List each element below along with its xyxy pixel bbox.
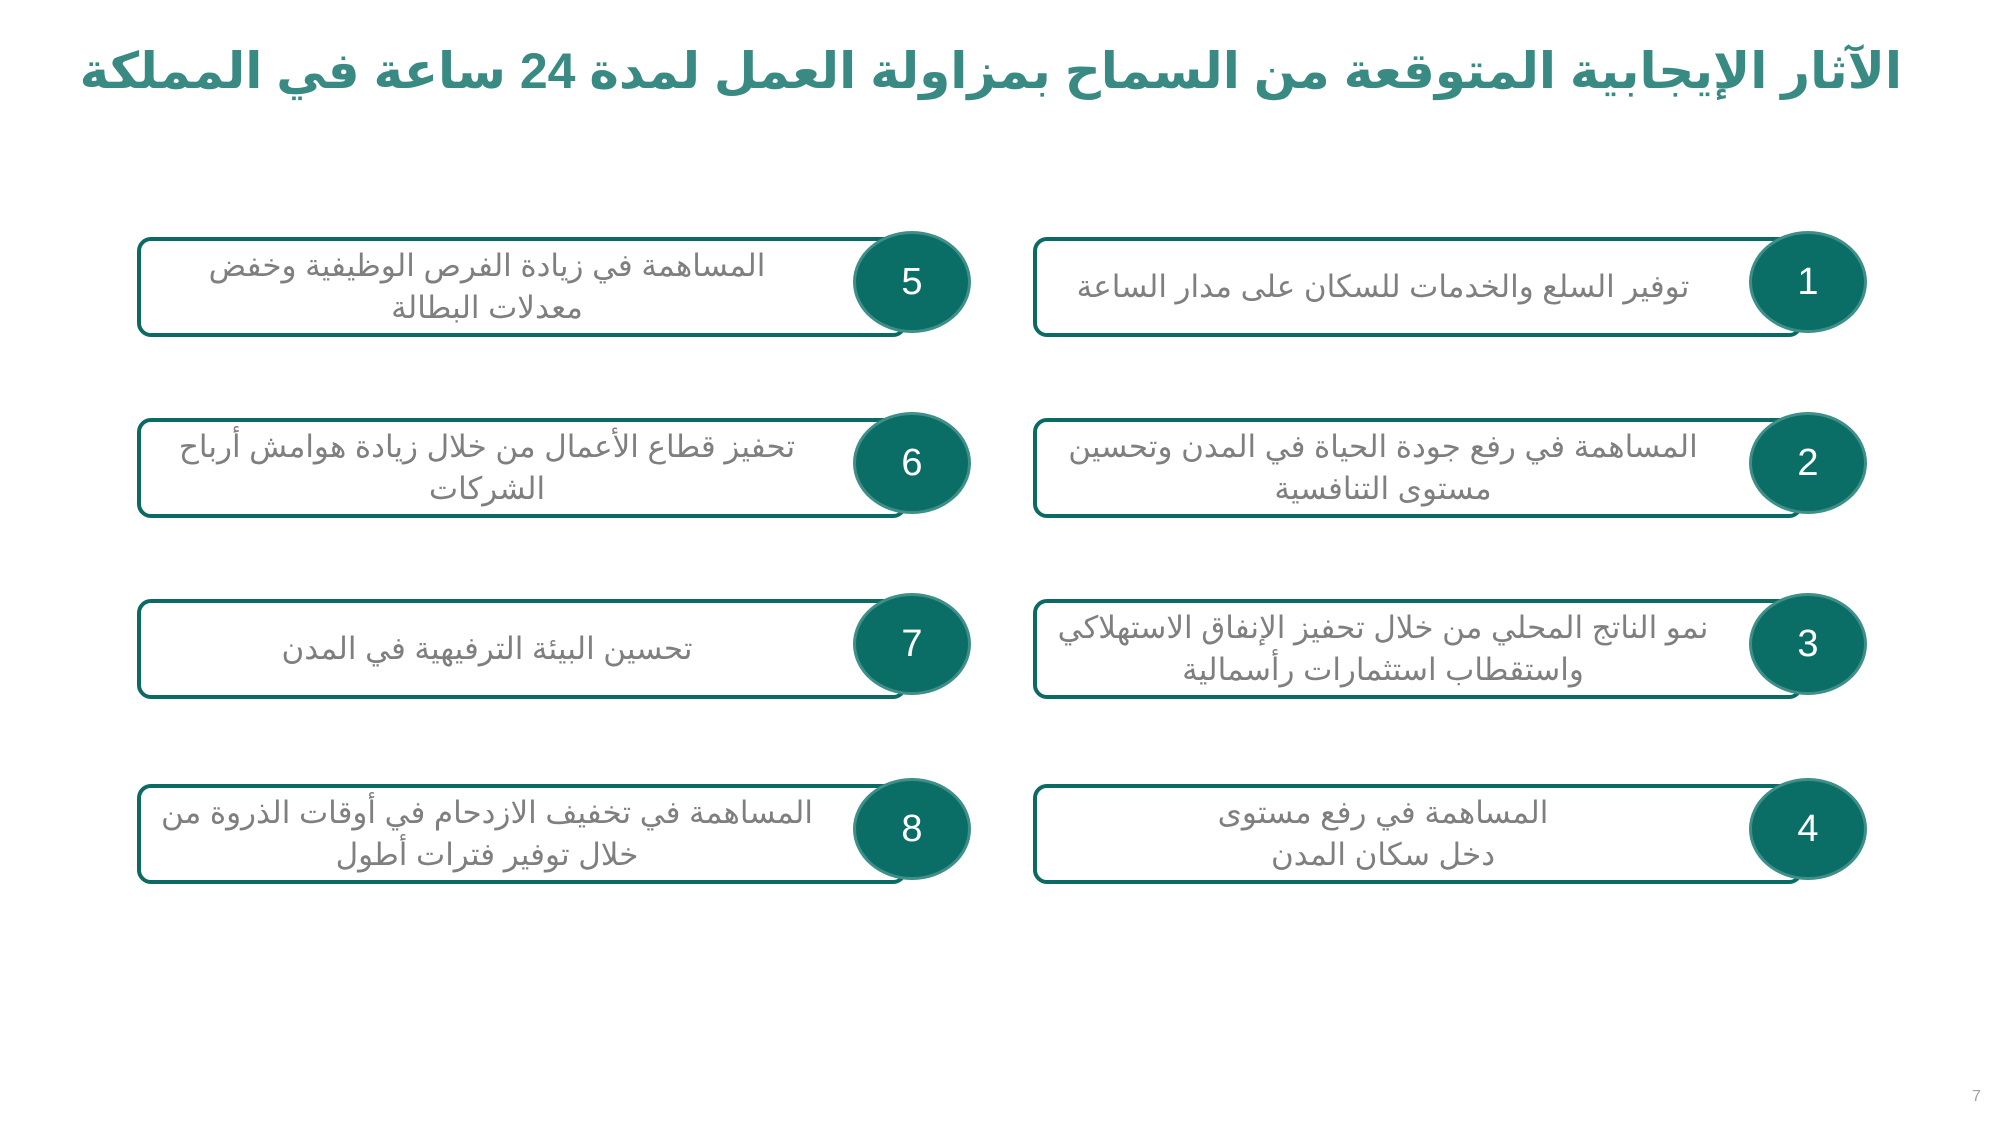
item-box bbox=[1033, 784, 1803, 884]
item-text: المساهمة في رفع مستوى دخل سكان المدن bbox=[1217, 795, 1549, 872]
item-number-badge: 3 bbox=[1749, 593, 1867, 695]
item-text: المساهمة في زيادة الفرص الوظيفية وخفض معدلات البطالة bbox=[208, 248, 766, 325]
item-number-badge: 8 bbox=[853, 778, 971, 880]
item-text: توفير السلع والخدمات للسكان على مدار الساعة bbox=[1076, 269, 1690, 304]
item-number-badge: 5 bbox=[853, 231, 971, 333]
item-box bbox=[137, 599, 907, 699]
item-number-badge: 7 bbox=[853, 593, 971, 695]
item-box bbox=[1033, 237, 1803, 337]
list-item-3 bbox=[1033, 599, 1873, 709]
list-item-7 bbox=[137, 599, 977, 709]
item-text: تحفيز قطاع الأعمال من خلال زيادة هوامش أرباح الشركات bbox=[178, 429, 796, 506]
list-item-5 bbox=[137, 237, 977, 347]
item-box bbox=[1033, 599, 1803, 699]
slide-title: الآثار الإيجابية المتوقعة من السماح بمزاولة العمل لمدة 24 ساعة في المملكة bbox=[79, 43, 1902, 99]
item-number-badge: 4 bbox=[1749, 778, 1867, 880]
item-text: نمو الناتج المحلي من خلال تحفيز الإنفاق الاستهلاكي واستقطاب استثمارات رأسمالية bbox=[1057, 610, 1709, 687]
page-number: 7 bbox=[1972, 1088, 1981, 1105]
list-item-2 bbox=[1033, 418, 1873, 528]
list-item-6 bbox=[137, 418, 977, 528]
item-text: تحسين البيئة الترفيهية في المدن bbox=[281, 631, 693, 666]
item-number-badge: 6 bbox=[853, 412, 971, 514]
item-number-badge: 2 bbox=[1749, 412, 1867, 514]
item-text: المساهمة في تخفيف الازدحام في أوقات الذروة من خلال توفير فترات أطول bbox=[161, 795, 813, 872]
item-box bbox=[1033, 418, 1803, 518]
item-box bbox=[137, 237, 907, 337]
list-item-8 bbox=[137, 784, 977, 894]
list-item-4 bbox=[1033, 784, 1873, 894]
item-box bbox=[137, 784, 907, 884]
item-number-badge: 1 bbox=[1749, 231, 1867, 333]
item-box bbox=[137, 418, 907, 518]
item-text: المساهمة في رفع جودة الحياة في المدن وتحسين مستوى التنافسية bbox=[1068, 429, 1698, 506]
list-item-1 bbox=[1033, 237, 1873, 347]
